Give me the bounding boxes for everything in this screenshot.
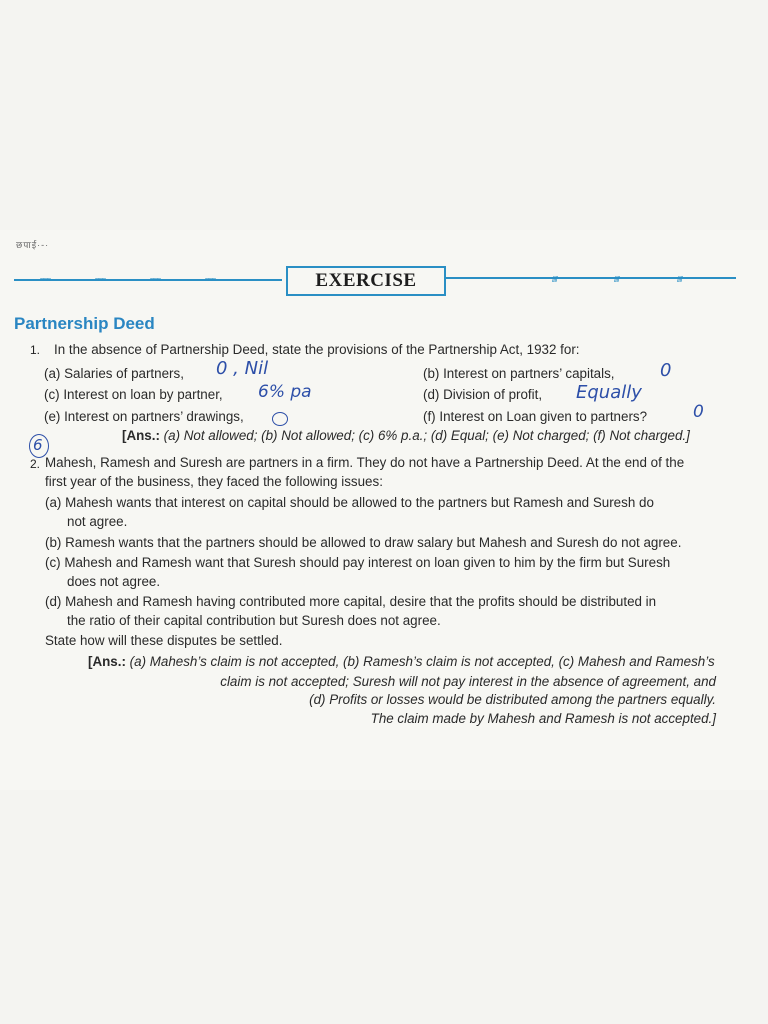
exercise-heading: EXERCISE: [315, 270, 417, 291]
question-2-number: 2.: [30, 457, 41, 471]
scribble-mark: छपाई·-·: [16, 240, 50, 250]
q2-closing: State how will these disputes be settled.: [45, 633, 283, 648]
q1-answer-text: (a) Not allowed; (b) Not allowed; (c) 6% p.a.; (d) Equal; (e) Not charged; (f) Not charged.]: [159, 428, 690, 443]
q2-item-a-line1: (a) Mahesh wants that interest on capital should be allowed to the partners but Ramesh and Suresh do: [45, 495, 654, 510]
q2-answer-label: [Ans.:: [88, 654, 126, 669]
handwritten-margin-number: 6: [33, 436, 43, 454]
q1-item-c: (c) Interest on loan by partner,: [44, 387, 223, 402]
exercise-heading-box: [286, 266, 446, 296]
q1-item-a: (a) Salaries of partners,: [44, 366, 184, 381]
handwritten-note-f: 0: [693, 402, 704, 422]
question-2-stem-line1: Mahesh, Ramesh and Suresh are partners in a firm. They do not have a Partnership Deed. At the end of the: [45, 455, 685, 470]
q1-item-e: (e) Interest on partners’ drawings,: [44, 409, 244, 424]
q2-item-c-line1: (c) Mahesh and Ramesh want that Suresh should pay interest on loan given to him by the firm but Suresh: [45, 555, 671, 570]
handwritten-note-d: Equally: [576, 382, 642, 403]
q1-item-d: (d) Division of profit,: [423, 387, 543, 402]
rule-ornament: ≈≈≈: [95, 275, 106, 284]
question-1-stem: In the absence of Partnership Deed, state the provisions of the Partnership Act, 1932 for:: [54, 342, 580, 357]
q1-item-f: (f) Interest on Loan given to partners?: [423, 409, 648, 424]
rule-ornament: ////: [677, 275, 682, 284]
question-2-stem-line2: first year of the business, they faced the following issues:: [45, 474, 383, 489]
rule-ornament: ≈≈≈: [205, 275, 216, 284]
handwritten-note-c: 6% pa: [258, 382, 312, 402]
q2-item-b: (b) Ramesh wants that the partners should be allowed to draw salary but Mahesh and Suresh do not agree.: [45, 535, 682, 550]
handwritten-note-b: 0: [660, 360, 672, 381]
q2-answer-line2: claim is not accepted; Suresh will not pay interest in the absence of agreement, and: [220, 674, 716, 689]
q1-answer: [122, 428, 690, 443]
q2-item-d-line2: the ratio of their capital contribution but Suresh does not agree.: [67, 613, 441, 628]
q2-item-a-line2: not agree.: [67, 514, 128, 529]
header-rule-left: [14, 279, 282, 281]
q2-answer-line3: (d) Profits or losses would be distributed among the partners equally.: [309, 692, 716, 707]
handwritten-note-a: 0 , Nil: [216, 358, 269, 379]
q1-answer-label: [Ans.:: [122, 428, 160, 443]
section-title: Partnership Deed: [14, 314, 155, 333]
q1-item-b: (b) Interest on partners’ capitals,: [423, 366, 615, 381]
question-1-number: 1.: [30, 343, 41, 357]
q2-item-d-line1: (d) Mahesh and Ramesh having contributed more capital, desire that the profits should be distributed in: [45, 594, 657, 609]
q2-answer-text-1: (a) Mahesh’s claim is not accepted, (b) Ramesh’s claim is not accepted, (c) Mahesh and Ramesh’s: [125, 654, 715, 669]
header-rule-right: [446, 277, 736, 279]
rule-ornament: ≈≈≈: [40, 275, 51, 284]
rule-ornament: ////: [614, 275, 619, 284]
rule-ornament: ≈≈≈: [150, 275, 161, 284]
q2-answer-line1: [88, 654, 715, 669]
q2-answer-line4: The claim made by Mahesh and Ramesh is not accepted.]: [370, 711, 716, 726]
rule-ornament: ////: [552, 275, 557, 284]
q2-item-c-line2: does not agree.: [67, 574, 161, 589]
handwritten-circle-e: [272, 412, 288, 426]
